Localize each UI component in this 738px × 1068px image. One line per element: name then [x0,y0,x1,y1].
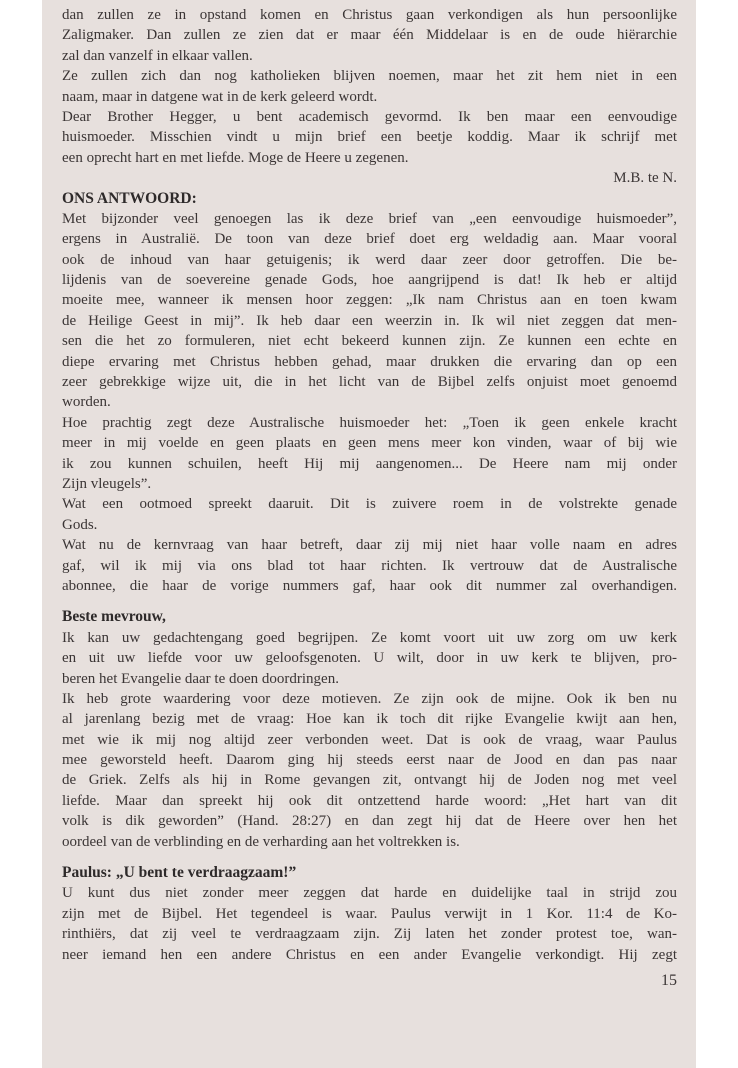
scanned-page [42,0,696,1068]
text-line: een oprecht hart en met liefde. Moge de Heere u zegenen. [62,149,409,166]
text-line: ergens in Australië. De toon van deze brief doet erg weldadig aan. Maar vooral [62,231,677,248]
text-line: beren het Evangelie daar te doen doordringen. [62,670,339,687]
text-line: gaf, wil ik mij via ons blad tot haar richten. Ik vertrouw dat de Australische [62,557,677,574]
text-line: Ze zullen zich dan nog katholieken blijven noemen, maar het zit hem niet in een [62,68,677,85]
text-line: sen die het zo formuleren, niet echt bekeerd kunnen zijn. Ze kunnen een echte en [62,333,677,350]
text-line: Wat een ootmoed spreekt daaruit. Dit is zuivere roem in de volstrekte genade [62,496,677,513]
text-line: Gods. [62,516,98,533]
text-line: mee geworsteld heeft. Daarom ging hij steeds eerst naar de Jood en dan pas naar [62,752,677,769]
text-line: Ik heb grote waardering voor deze motieven. Ze zijn ook de mijne. Ook ik ben nu [62,690,677,707]
text-line: liefde. Maar dan spreekt hij ook dit ontzettend harde woord: „Het hart van dit [62,792,677,809]
text-line: Wat nu de kernvraag van haar betreft, daar zij mij niet haar volle naam en adres [62,537,677,554]
text-line: ik zou kunnen schuilen, heeft Hij mij aangenomen... De Heere nam mij onder [62,455,677,472]
text-line: rinthiërs, dat zij veel te verdraagzaam zijn. Zij laten het zonder protest toe, wan- [62,926,677,943]
text-line: de Heilige Geest in mij”. Ik heb daar een weerzin in. Ik wil niet zeggen dat men- [62,312,677,329]
text-line: en uit uw liefde voor uw geloofsgenoten. U wilt, door in uw kerk te blijven, pro- [62,650,677,667]
text-line: worden. [62,394,111,411]
text-line: met wie ik mij nog altijd zeer verbonden weet. Dat is ook de vraag, waar Paulus [62,731,677,748]
text-line: zeer gebrekkige wijze uit, die in het licht van de Bijbel zelfs onjuist moet genoemd [62,374,677,391]
text-line: dan zullen ze in opstand komen en Christus gaan verkondigen als hun persoonlijke [62,7,677,23]
text-line: diepe ervaring met Christus hebben gehad, maar drukken die ervaring dan op een [62,353,677,370]
body-text [62,5,677,991]
text-line: Zaligmaker. Dan zullen ze zien dat er maar één Middelaar is en de oude hiërarchie [62,27,677,44]
text-line: volk is dik geworden” (Hand. 28:27) en dan zegt hij dat de Heere over hen het [62,813,677,830]
section-heading: Beste mevrouw, [62,608,166,626]
text-line: abonnee, die haar de vorige nummers gaf, haar ook dit nummer zal overhandigen. [62,577,677,594]
text-line: neer iemand hen een andere Christus en een ander Evangelie verkondigt. Hij zegt [62,946,677,963]
text-line: moeite mee, wanneer ik mensen hoor zeggen: „Ik nam Christus aan en toen kwam [62,292,677,309]
text-line: oordeel van de verblinding en de verharding aan het voltrekken is. [62,833,460,850]
text-line: de Griek. Zelfs als hij in Rome gevangen zit, ontvangt hij de Joden nog met veel [62,772,677,789]
text-line: huismoeder. Misschien vindt u mijn brief een beetje koddig. Maar ik schrijf met [62,129,677,146]
text-line: Dear Brother Hegger, u bent academisch gevormd. Ik ben maar een eenvoudige [62,108,677,125]
section-heading: Paulus: „U bent te verdraagzaam!” [62,864,297,882]
page-number: 15 [661,971,677,989]
text-line: lijdenis van de soevereine genade Gods, hoe aangrijpend is dat! Ik heb er altijd [62,272,677,289]
section-heading: ONS ANTWOORD: [62,189,197,207]
text-line: Zijn vleugels”. [62,475,152,492]
text-line: Met bijzonder veel genoegen las ik deze brief van „een eenvoudige huismoeder”, [62,210,677,227]
text-line: zijn met de Bijbel. Het tegendeel is waar. Paulus verwijt in 1 Kor. 11:4 de Ko- [62,905,677,922]
text-line: Ik kan uw gedachtengang goed begrijpen. Ze komt voort uit uw zorg om uw kerk [62,629,677,646]
text-line: ook de inhoud van haar getuigenis; ik werd daar zeer door getroffen. Die be- [62,251,677,268]
text-line: naam, maar in datgene wat in de kerk geleerd wordt. [62,88,378,105]
text-line: zal dan vanzelf in elkaar vallen. [62,47,253,64]
text-line: al jarenlang bezig met de vraag: Hoe kan ik toch dit rijke Evangelie kwijt aan hen, [62,711,677,728]
letter-signature: M.B. te N. [613,170,677,187]
text-line: U kunt dus niet zonder meer zeggen dat harde en duidelijke taal in strijd zou [62,885,677,902]
text-line: Hoe prachtig zegt deze Australische huismoeder het: „Toen ik geen enkele kracht [62,414,677,431]
text-line: meer in mij voelde en geen plaats en geen mens meer kon vinden, waar of bij wie [62,435,677,452]
